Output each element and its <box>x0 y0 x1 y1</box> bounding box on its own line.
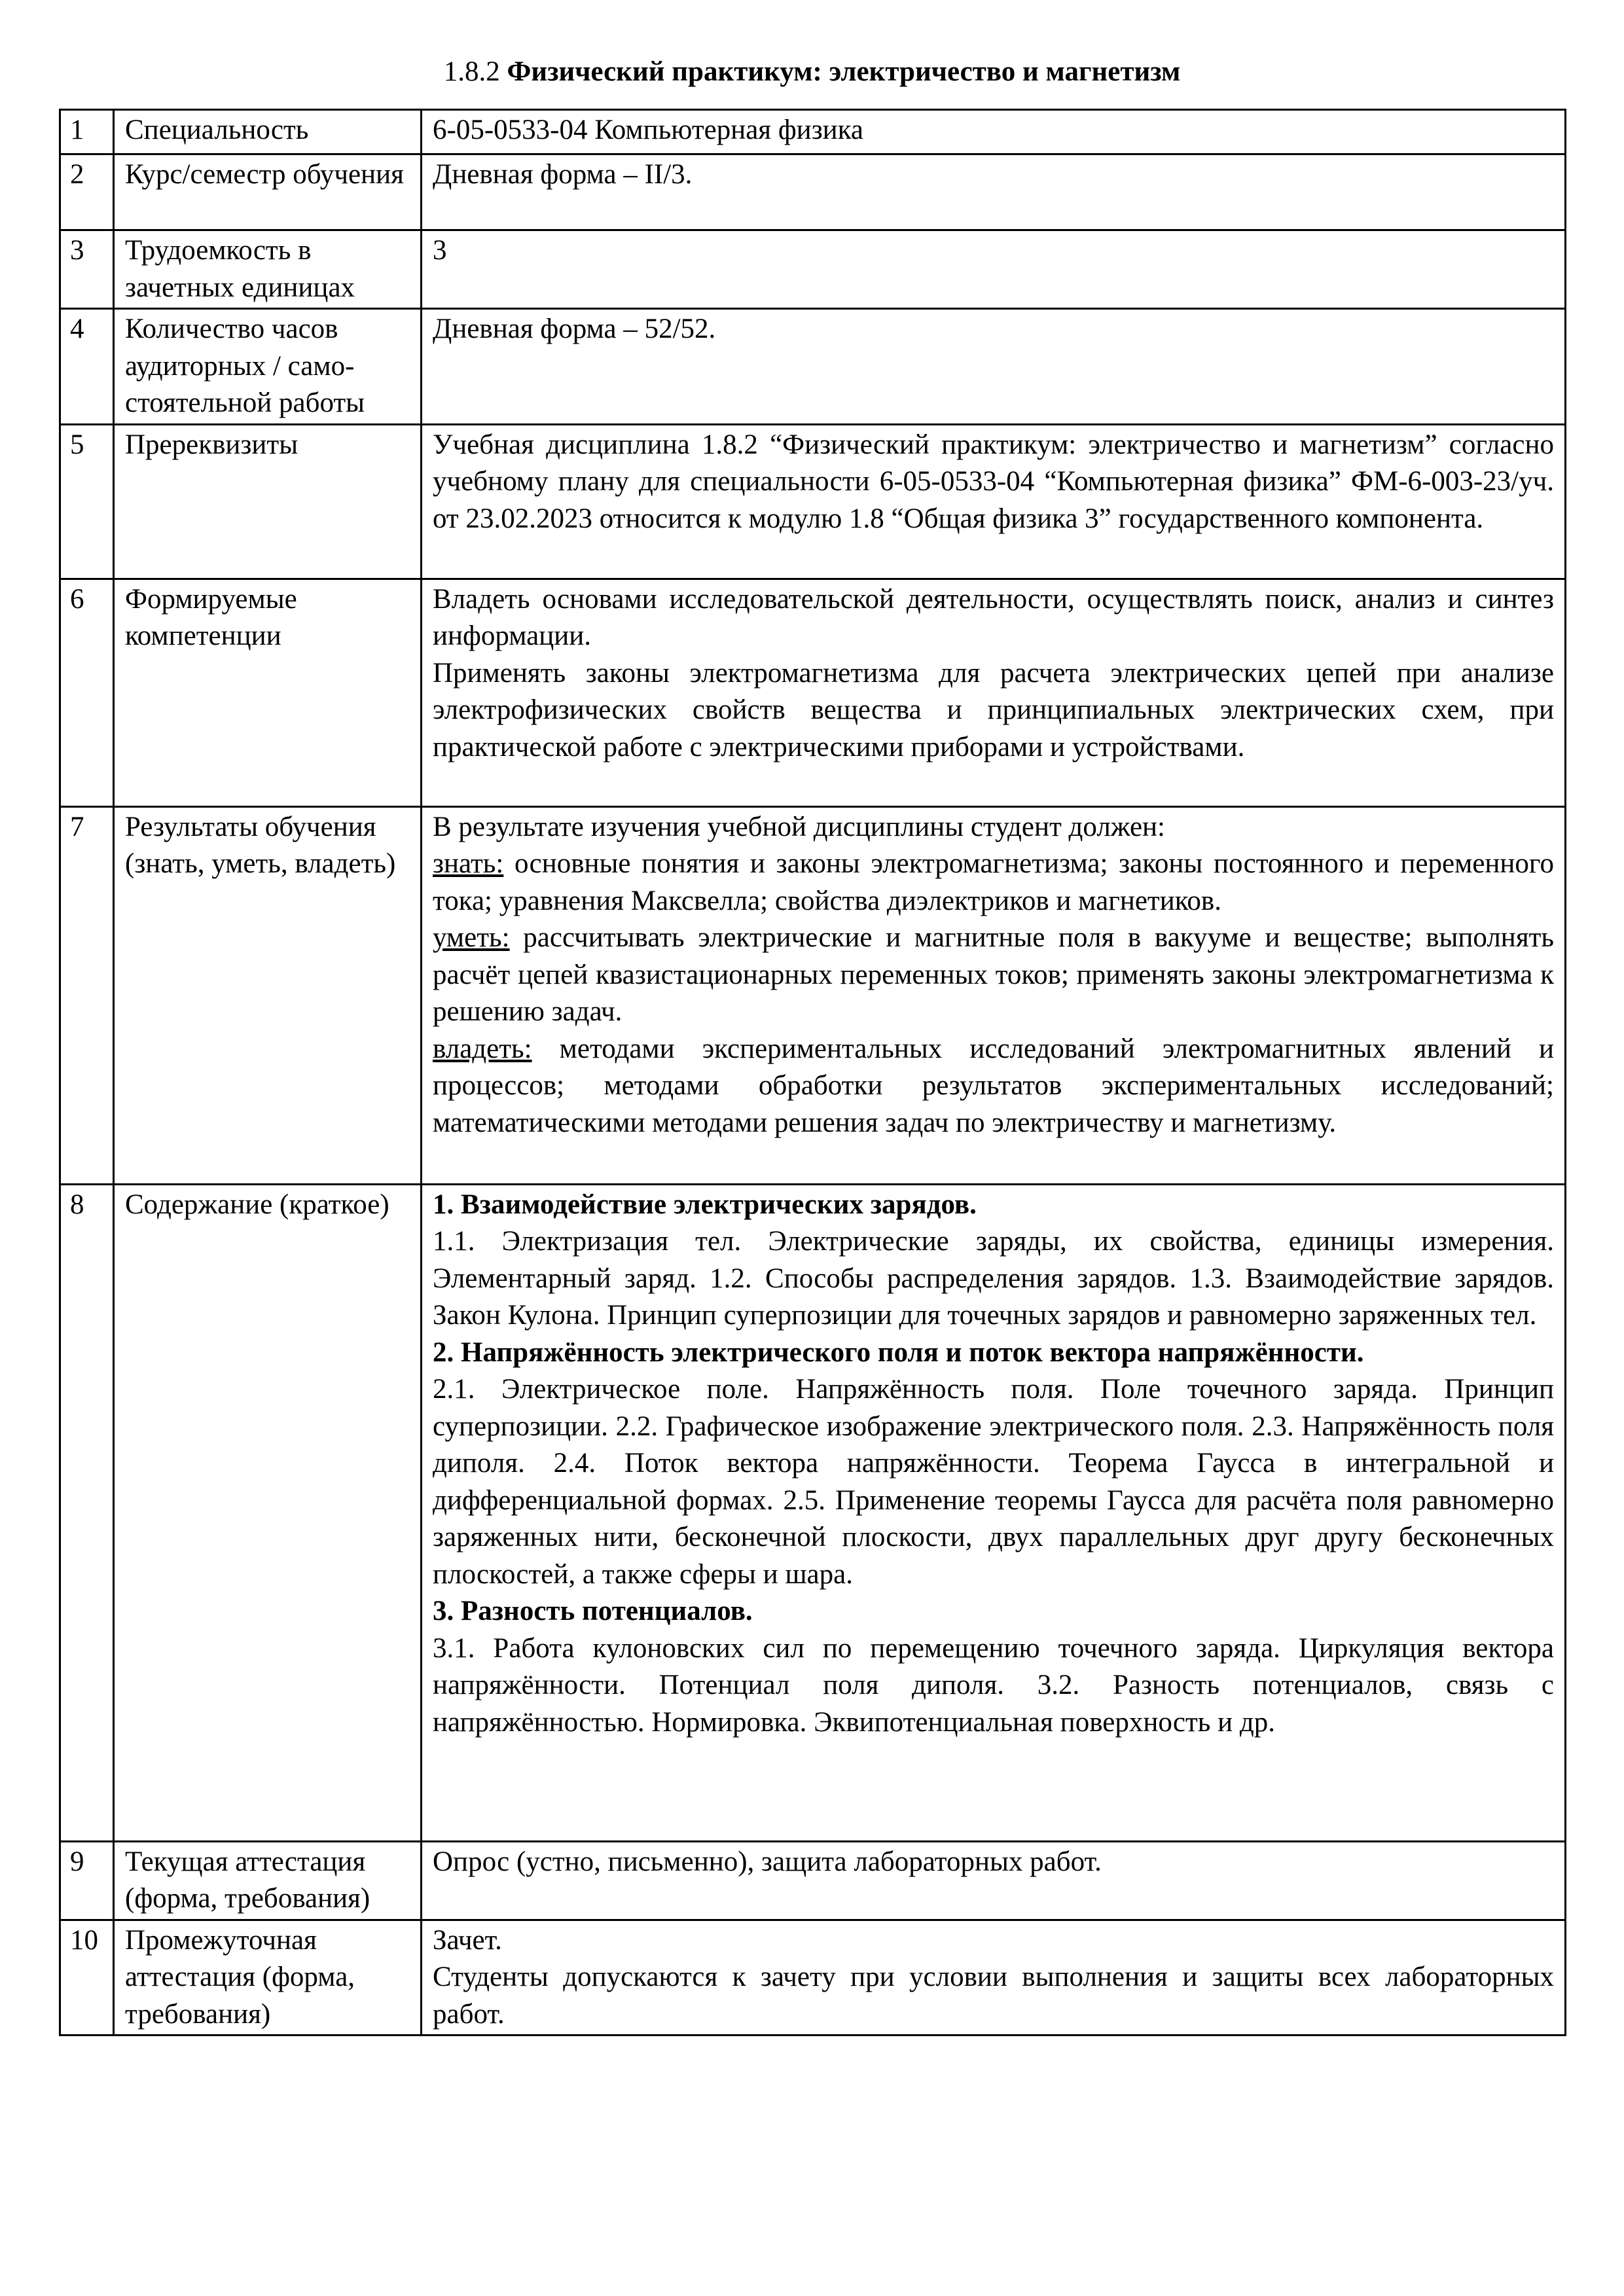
row-text: Учебная дисциплина 1.8.2 “Физический практикум: электричество и магнетизм” согласно учебному плану для специальности 6-05-0533-04 “Компьютерная физика” ФМ-6-003-23/уч. от 23.02.2023 относится к модулю 1.8 “Общая физика 3” государственного компонента. <box>433 429 1554 534</box>
title-text: Физический практикум: электричество и магнетизм <box>507 56 1181 87</box>
table-row <box>60 1841 1566 1920</box>
section-text: 3.1. Работа кулоновских сил по перемещению точечного заряда. Циркуляция вектора напряжённости. Потенциал поля диполя. 3.2. Разность потенциалов, связь с напряжённостью. Нормировка. Эквипотенциальная поверхность и др. <box>433 1632 1554 1738</box>
row-label: Количество часов аудиторных / само-стоятельной работы <box>114 309 422 425</box>
results-intro: В результате изучения учебной дисциплины студент должен: <box>433 811 1166 842</box>
result-key: владеть: <box>433 1033 532 1064</box>
table-row <box>60 230 1566 309</box>
row-number: 8 <box>60 1184 114 1841</box>
row-number: 5 <box>60 424 114 579</box>
row-number: 2 <box>60 154 114 230</box>
row-text: Студенты допускаются к зачету при условии выполнения и защиты всех лабораторных работ. <box>433 1962 1554 2030</box>
section-text: 2.1. Электрическое поле. Напряжённость поля. Поле точечного заряда. Принцип суперпозиции. 2.2. Графическое изображение электрического поля. 2.3. Напряжённость поля диполя. 2.4. Поток вектора напряжённости. Теорема Гаусса в интегральной и дифференциальной формах. 2.5. Применение теоремы Гаусса для расчёта поля равномерно заряженных нити, бесконечной плоскости, двух параллельных друг другу бесконечных плоскостей, а также сферы и шара. <box>433 1374 1554 1590</box>
row-text: Дневная форма – II/3. <box>433 159 693 190</box>
row-label: Трудоемкость в зачетных единицах <box>114 230 422 309</box>
row-content <box>422 1920 1566 2036</box>
table-row <box>60 424 1566 579</box>
result-text: основные понятия и законы электромагнетизма; законы постоянного и переменного тока; уравнения Максвелла; свойства диэлектриков и магнетиков. <box>433 848 1554 916</box>
table-row <box>60 154 1566 230</box>
row-text: Зачет. <box>433 1924 502 1956</box>
result-key: уметь: <box>433 922 510 953</box>
result-text: рассчитывать электрические и магнитные поля в вакууме и веществе; выполнять расчёт цепей квазистационарных переменных токов; применять законы электромагнетизма к решению задач. <box>433 922 1554 1027</box>
row-text: Владеть основами исследовательской деятельности, осуществлять поиск, анализ и синтез информации. <box>433 583 1554 651</box>
row-content <box>422 579 1566 806</box>
discipline-table <box>59 109 1566 2036</box>
row-number: 6 <box>60 579 114 806</box>
row-label: Пререквизиты <box>114 424 422 579</box>
section-heading: 1. Взаимодействие электрических зарядов. <box>433 1189 977 1220</box>
result-item <box>433 920 1554 1031</box>
table-row <box>60 110 1566 154</box>
row-number: 10 <box>60 1920 114 2036</box>
row-text: Применять законы электромагнетизма для расчета электрических цепей при анализе электрофизических свойств вещества и принципиальных электрических схем, при практической работе с электрическими приборами и устройствами. <box>433 657 1554 762</box>
row-label: Формируемые компетенции <box>114 579 422 806</box>
row-label: Результаты обучения (знать, уметь, владеть) <box>114 806 422 1184</box>
row-label: Текущая аттестация (форма, требования) <box>114 1841 422 1920</box>
section-text: 1.1. Электризация тел. Электрические заряды, их свойства, единицы измерения. Элементарный заряд. 1.2. Способы распределения зарядов. 1.3. Взаимодействие зарядов. Закон Кулона. Принцип суперпозиции для точечных зарядов и равномерно заряженных тел. <box>433 1226 1554 1331</box>
row-label: Курс/семестр обучения <box>114 154 422 230</box>
table-row <box>60 579 1566 806</box>
row-number: 4 <box>60 309 114 425</box>
row-number: 7 <box>60 806 114 1184</box>
row-content <box>422 110 1566 154</box>
row-number: 1 <box>60 110 114 154</box>
row-content <box>422 309 1566 425</box>
row-content <box>422 1184 1566 1841</box>
row-text: 6-05-0533-04 Компьютерная физика <box>433 115 864 145</box>
row-number: 3 <box>60 230 114 309</box>
row-content <box>422 1841 1566 1920</box>
result-item <box>433 1031 1554 1142</box>
table-row <box>60 1184 1566 1841</box>
result-text: методами экспериментальных исследований электромагнитных явлений и процессов; методами обработки результатов экспериментальных исследований; математическими методами решения задач по электричеству и магнетизму. <box>433 1033 1554 1138</box>
result-item <box>433 846 1554 920</box>
page-title <box>0 54 1624 90</box>
row-text: Дневная форма – 52/52. <box>433 314 716 344</box>
table-row <box>60 309 1566 425</box>
row-text: 3 <box>433 235 447 266</box>
result-key: знать: <box>433 848 504 879</box>
row-number: 9 <box>60 1841 114 1920</box>
table-row <box>60 1920 1566 2036</box>
row-text: Опрос (устно, письменно), защита лабораторных работ. <box>433 1846 1102 1877</box>
section-heading: 3. Разность потенциалов. <box>433 1596 753 1626</box>
row-content <box>422 424 1566 579</box>
row-content <box>422 230 1566 309</box>
row-content <box>422 154 1566 230</box>
table-row <box>60 806 1566 1184</box>
section-heading: 2. Напряжённость электрического поля и поток вектора напряжённости. <box>433 1336 1364 1368</box>
title-number: 1.8.2 <box>443 56 500 87</box>
row-label: Промежуточная аттестация (форма, требования) <box>114 1920 422 2036</box>
row-label: Содержание (краткое) <box>114 1184 422 1841</box>
row-content <box>422 806 1566 1184</box>
row-label: Специальность <box>114 110 422 154</box>
